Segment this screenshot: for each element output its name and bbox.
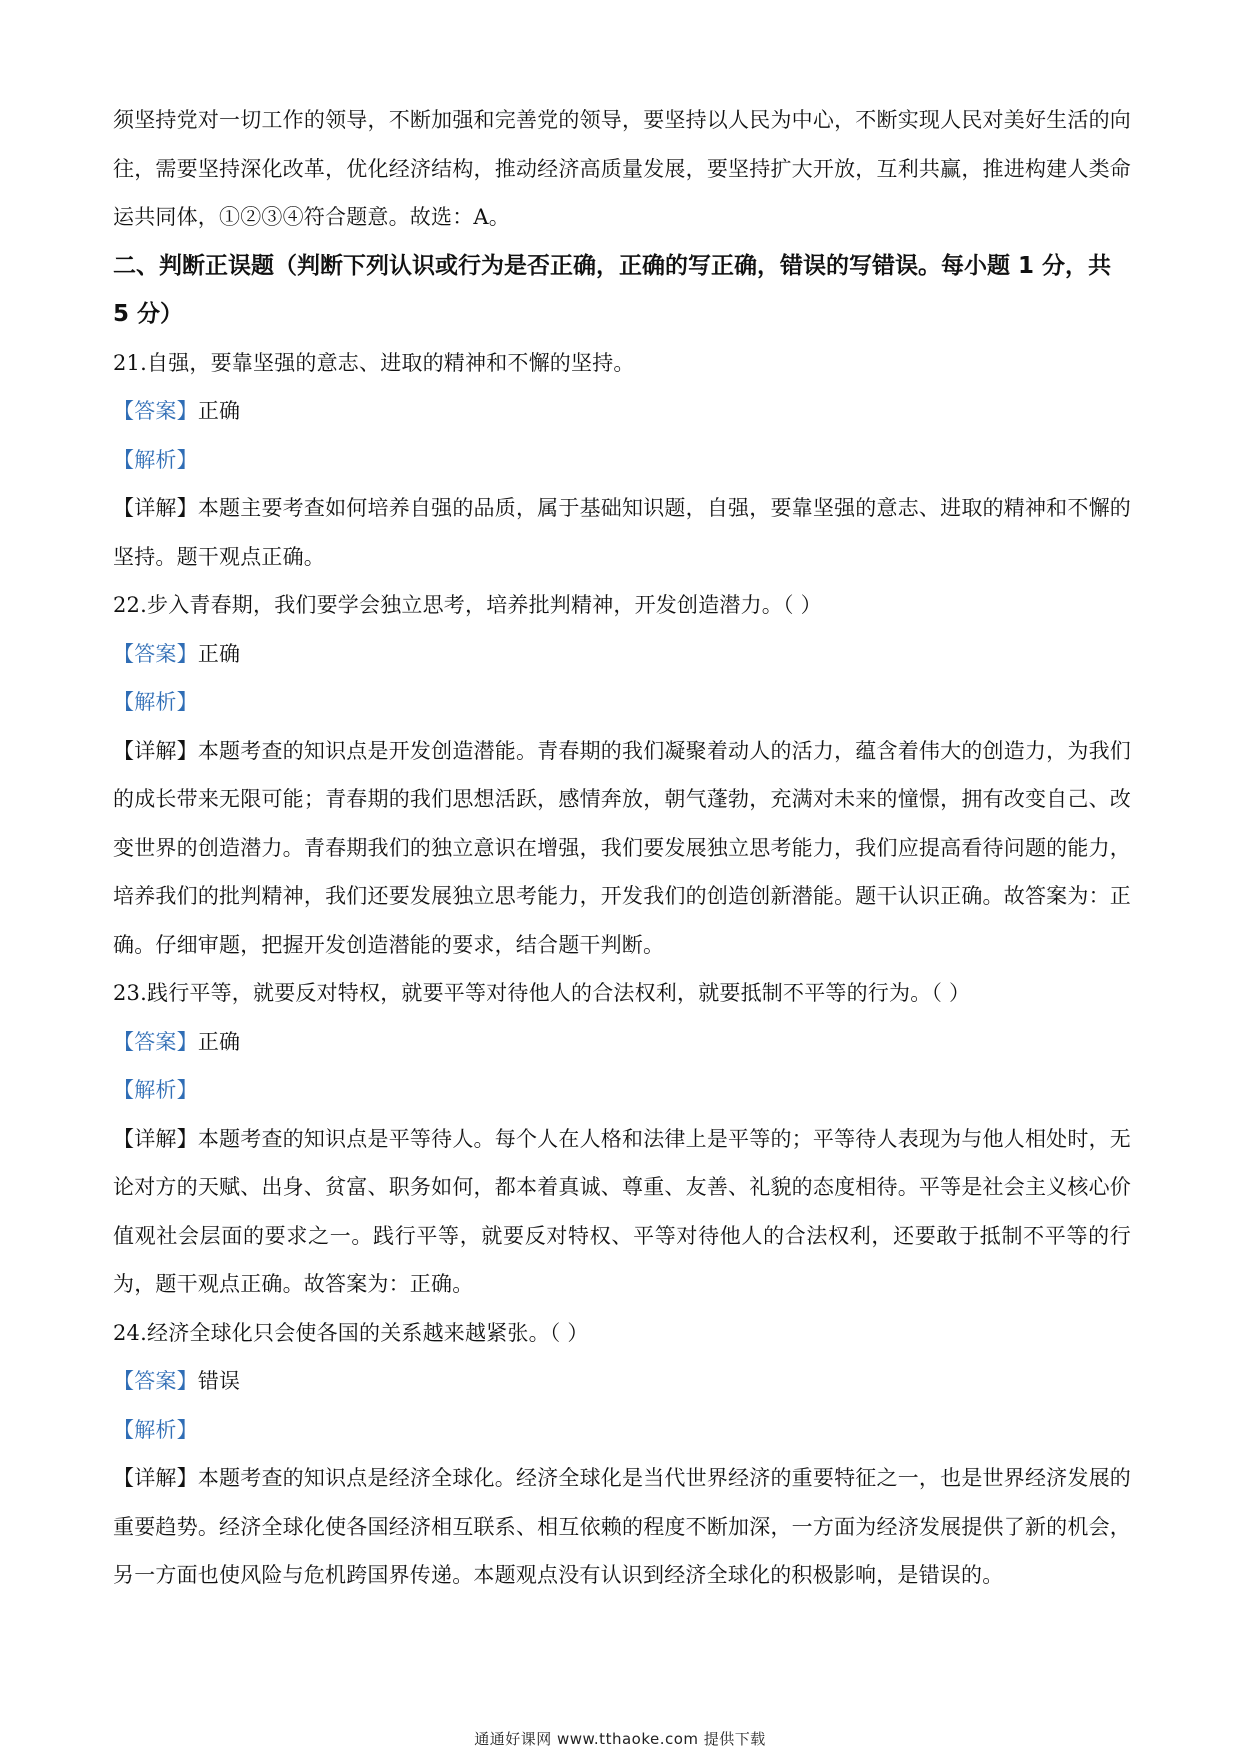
- answer-line: [113, 1018, 1131, 1067]
- answer-label: 【答案】: [113, 399, 198, 423]
- analysis-line: [113, 1066, 1131, 1115]
- answer-line: [113, 387, 1131, 436]
- answer-label: 【答案】: [113, 641, 198, 666]
- detail-label: 【详解】: [113, 1126, 198, 1151]
- intro-paragraph: 须坚持党对一切工作的领导，不断加强和完善党的领导，要坚持以人民为中心，不断实现人民对美好生活的向往，需要坚持深化改革，优化经济结构，推动经济高质量发展，要坚持扩大开放，互利共赢，推进构建人类命运共同体，①②③④符合题意。故选：A。: [113, 108, 1131, 229]
- detail-label: 【详解】: [113, 738, 198, 763]
- detail-text: 本题主要考查如何培养自强的品质，属于基础知识题，自强，要靠坚强的意志、进取的精神和不懈的坚持。题干观点正确。: [113, 496, 1131, 569]
- detail-paragraph: [113, 484, 1131, 581]
- detail-paragraph: [113, 1115, 1131, 1309]
- question-stem: 24.经济全球化只会使各国的关系越来越紧张。（ ）: [113, 1320, 589, 1345]
- document-page: [113, 96, 1131, 1600]
- detail-paragraph: [113, 727, 1131, 970]
- detail-text: 本题考查的知识点是开发创造潜能。青春期的我们凝聚着动人的活力，蕴含着伟大的创造力，为我们的成长带来无限可能；青春期的我们思想活跃，感情奔放，朝气蓬勃，充满对未来的憧憬，拥有改变自己、改变世界的创造潜力。青春期我们的独立意识在增强，我们要发展独立思考能力，我们应提高看待问题的能力，培养我们的批判精神，我们还要发展独立思考能力，开发我们的创造创新潜能。题干认识正确。故答案为：正确。仔细审题，把握开发创造潜能的要求，结合题干判断。: [113, 738, 1131, 957]
- question-stem: 21.自强，要靠坚强的意志、进取的精神和不懈的坚持。: [113, 350, 635, 375]
- analysis-label: 【解析】: [113, 447, 198, 472]
- detail-paragraph: [113, 1454, 1131, 1600]
- analysis-label: 【解析】: [113, 690, 198, 714]
- answer-value: 正确: [197, 641, 241, 666]
- question-stem: 22.步入青春期，我们要学会独立思考，培养批判精神，开发创造潜力。（ ）: [113, 593, 822, 617]
- page-footer: 通通好课网 www.tthaoke.com 提供下载: [474, 1730, 766, 1748]
- detail-text: 本题考查的知识点是平等待人。每个人在人格和法律上是平等的；平等待人表现为与他人相处时，无论对方的天赋、出身、贫富、职务如何，都本着真诚、尊重、友善、礼貌的态度相待。平等是社会主义核心价值观社会层面的要求之一。践行平等，就要反对特权、平等对待他人的合法权利，还要敢于抵制不平等的行为，题干观点正确。故答案为：正确。: [113, 1126, 1131, 1296]
- answer-line: [113, 630, 1131, 679]
- analysis-label: 【解析】: [113, 1417, 198, 1442]
- detail-label: 【详解】: [113, 496, 198, 520]
- analysis-line: [113, 436, 1131, 485]
- detail-text: 本题考查的知识点是经济全球化。经济全球化是当代世界经济的重要特征之一，也是世界经济发展的重要趋势。经济全球化使各国经济相互联系、相互依赖的程度不断加深，一方面为经济发展提供了新的机会，另一方面也使风险与危机跨国界传递。本题观点没有认识到经济全球化的积极影响，是错误的。: [113, 1466, 1131, 1587]
- question-stem: 23.践行平等，就要反对特权，就要平等对待他人的合法权利，就要抵制不平等的行为。（ ）: [113, 981, 971, 1005]
- detail-label: 【详解】: [113, 1466, 198, 1490]
- answer-value: 错误: [197, 1369, 241, 1393]
- analysis-line: [113, 678, 1131, 727]
- answer-label: 【答案】: [113, 1029, 198, 1054]
- analysis-label: 【解析】: [113, 1078, 198, 1102]
- analysis-line: [113, 1406, 1131, 1455]
- answer-label: 【答案】: [113, 1369, 198, 1393]
- section-heading: 二、判断正误题（判断下列认识或行为是否正确，正确的写正确，错误的写错误。每小题 1 分，共 5 分）: [113, 252, 1112, 327]
- answer-value: 正确: [197, 1029, 241, 1054]
- answer-line: [113, 1357, 1131, 1406]
- answer-value: 正确: [197, 399, 241, 423]
